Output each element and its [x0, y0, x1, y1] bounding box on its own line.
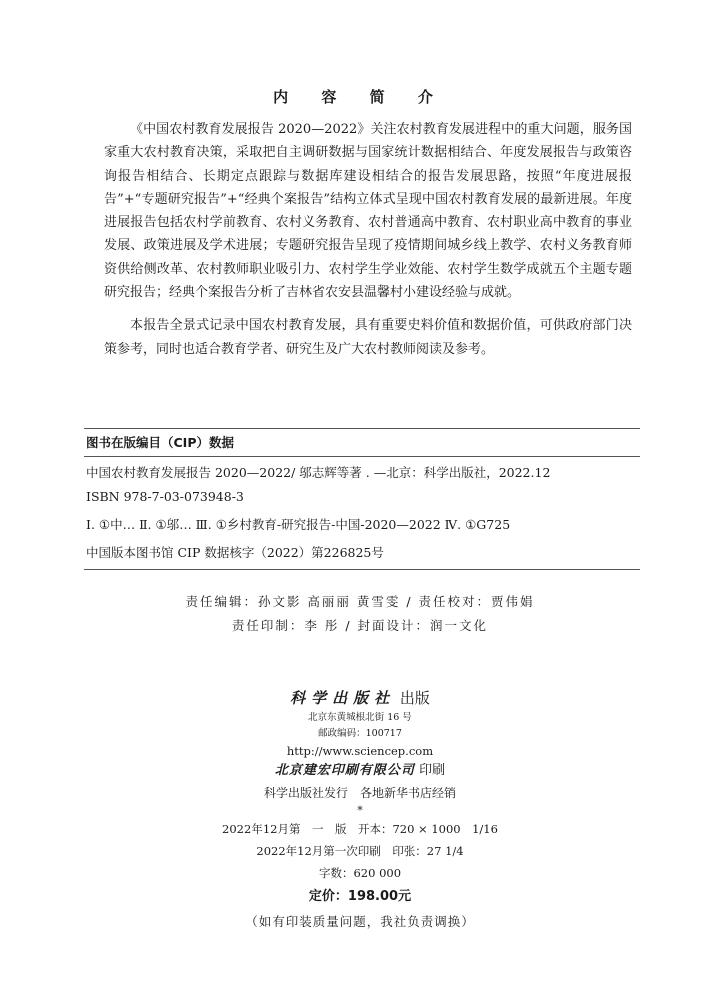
cip-number: 中国版本图书馆 CIP 数据核字（2022）第226825号 [86, 545, 384, 560]
intro-title: 内 容 简 介 [273, 88, 447, 106]
word-count: 字数：620 000 [318, 866, 402, 880]
intro-body [104, 118, 632, 361]
price: 定价：198.00元 [308, 889, 412, 904]
intro-paragraph: 本报告全景式记录中国农村教育发展，具有重要史料价值和数据价值，可供政府部门决策参考，同时也适合教育学者、研究生及广大农村教师阅读及参考。 [104, 318, 632, 357]
cip-isbn: ISBN 978-7-03-073948-3 [86, 489, 244, 504]
intro-paragraph: 《中国农村教育发展报告 2020—2022》关注农村教育发展进程中的重大问题，服务国家重大农村教育决策，采取把自主调研数据与国家统计数据相结合、年度发展报告与政策咨询报告相结合、长期定点跟踪与数据库建设相结合的报告发展思路，按照“年度进展报告”+“专题研究报告”+“经典个案报告”结构立体式呈现中国农村教育发展的最新进展。年度进展报告包括农村学前教育、农村义务教育、农村普通高中教育、农村职业高中教育的事业发展、政策进展及学术进展；专题研究报告呈现了疫情期间城乡线上教学、农村义务教育师资供给侧改革、农村教师职业吸引力、农村学生学业效能、农村学生数学成就五个主题专题研究报告；经典个案报告分析了吉林省农安县温馨村小建设经验与成就。 [104, 122, 632, 301]
publisher-name: 科学出版社 [290, 689, 396, 707]
distribution-line: 科学出版社发行 各地新华书店经销 [263, 786, 456, 800]
publisher-postcode: 邮政编码：100717 [318, 728, 402, 739]
edition-line: 2022年12月第 一 版 开本：720 × 1000 1/16 [222, 822, 498, 836]
credits-production: 责任印制：李 彤 / 封面设计：润一文化 [231, 618, 489, 633]
cip-book-line: 中国农村教育发展报告 2020—2022/ 邬志辉等著 . —北京：科学出版社，2022.12 [86, 465, 551, 480]
credits [0, 590, 720, 638]
printer-name: 北京建宏印刷有限公司 [274, 763, 415, 778]
publisher-suffix: 出版 [395, 689, 430, 707]
printing-line: 2022年12月第一次印刷 印张：27 1/4 [256, 844, 464, 858]
separator-star: * [357, 804, 363, 817]
imprint [0, 686, 720, 934]
printer-line [0, 760, 720, 782]
printer-suffix: 印刷 [414, 763, 446, 778]
publisher-url: http://www.sciencep.com [286, 744, 434, 758]
publisher-line [0, 686, 720, 710]
publisher-address: 北京东黄城根北街 16 号 [308, 712, 412, 723]
cip-heading: 图书在版编目（CIP）数据 [84, 429, 640, 457]
cip-classification: Ⅰ. ①中… Ⅱ. ①邬… Ⅲ. ①乡村教育-研究报告-中国-2020—2022 Ⅳ. ①G725 [86, 517, 511, 532]
quality-note: （如有印装质量问题，我社负责调换） [245, 914, 475, 929]
cip-block [84, 428, 640, 570]
credits-editors: 责任编辑：孙文影 高丽丽 黄雪雯 / 责任校对：贾伟娟 [185, 594, 535, 609]
